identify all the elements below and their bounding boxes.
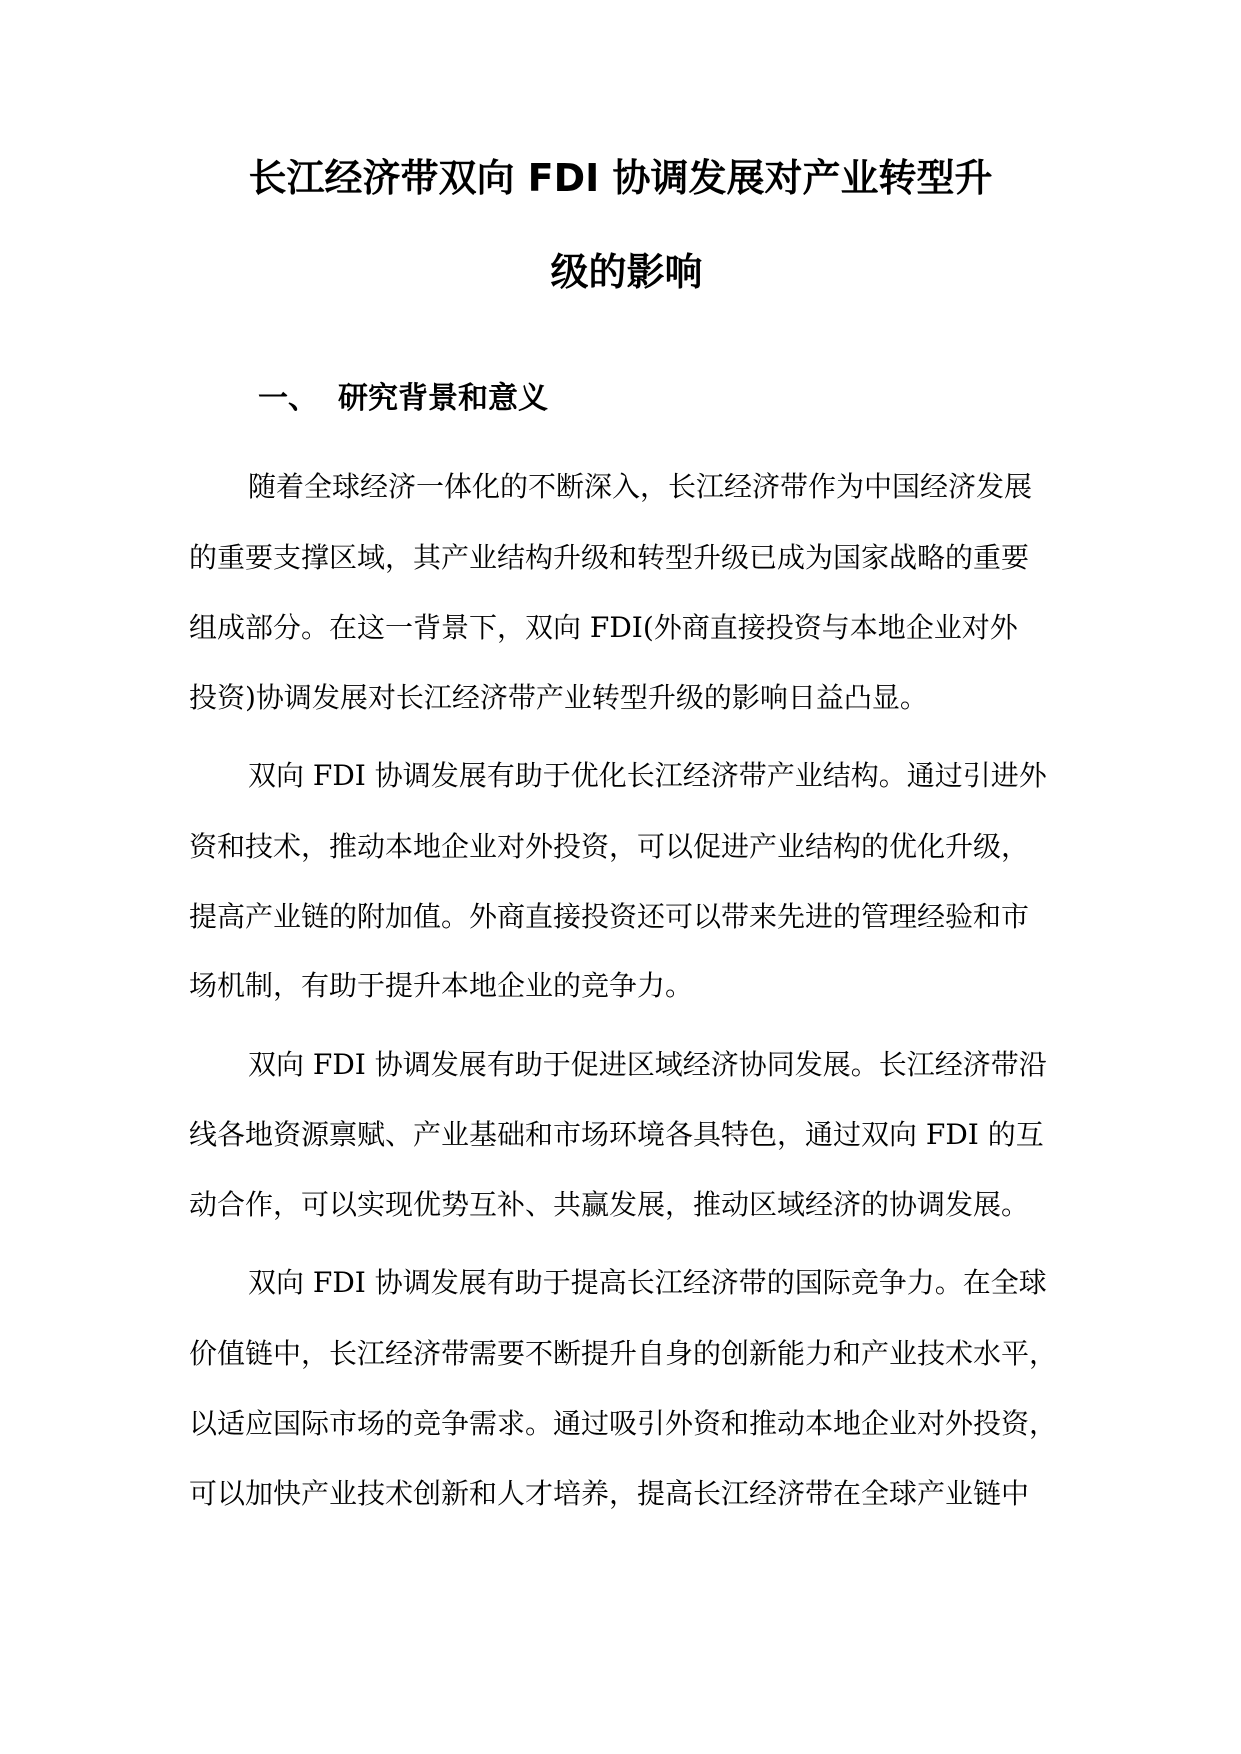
paragraph-4-line-4: 可以加快产业技术创新和人才培养，提高长江经济带在全球产业链中: [189, 1477, 1030, 1510]
section-heading: [258, 379, 548, 419]
paragraph-1-line-1: 随着全球经济一体化的不断深入，长江经济带作为中国经济发展: [248, 470, 1033, 503]
paragraph-1-line-3: 组成部分。在这一背景下，双向 FDI(外商直接投资与本地企业对外: [189, 611, 1018, 644]
paragraph-2-line-4: 场机制，有助于提升本地企业的竞争力。: [189, 969, 694, 1002]
paragraph-1-line-4: 投资)协调发展对长江经济带产业转型升级的影响日益凸显。: [189, 681, 928, 714]
section-heading-text: 研究背景和意义: [338, 381, 548, 416]
section-number: 一、: [258, 381, 318, 416]
paragraph-2-line-2: 资和技术，推动本地企业对外投资，可以促进产业结构的优化升级，: [189, 830, 1030, 863]
paragraph-3-line-1: 双向 FDI 协调发展有助于促进区域经济协同发展。长江经济带沿: [248, 1048, 1047, 1081]
paragraph-4-line-1: 双向 FDI 协调发展有助于提高长江经济带的国际竞争力。在全球: [248, 1266, 1047, 1299]
paragraph-3-line-2: 线各地资源禀赋、产业基础和市场环境各具特色，通过双向 FDI 的互: [189, 1118, 1044, 1151]
paragraph-3-line-3: 动合作，可以实现优势互补、共赢发展，推动区域经济的协调发展。: [189, 1188, 1030, 1221]
paragraph-2-line-1: 双向 FDI 协调发展有助于优化长江经济带产业结构。通过引进外: [248, 759, 1047, 792]
document-title-line-1: 长江经济带双向 FDI 协调发展对产业转型升: [248, 156, 993, 200]
paragraph-1-line-2: 的重要支撑区域，其产业结构升级和转型升级已成为国家战略的重要: [189, 541, 1030, 574]
paragraph-4-line-3: 以适应国际市场的竞争需求。通过吸引外资和推动本地企业对外投资，: [189, 1407, 1058, 1440]
document-title-line-2: 级的影响: [550, 250, 703, 294]
paragraph-4-line-2: 价值链中，长江经济带需要不断提升自身的创新能力和产业技术水平，: [189, 1337, 1058, 1370]
paragraph-2-line-3: 提高产业链的附加值。外商直接投资还可以带来先进的管理经验和市: [189, 900, 1030, 933]
